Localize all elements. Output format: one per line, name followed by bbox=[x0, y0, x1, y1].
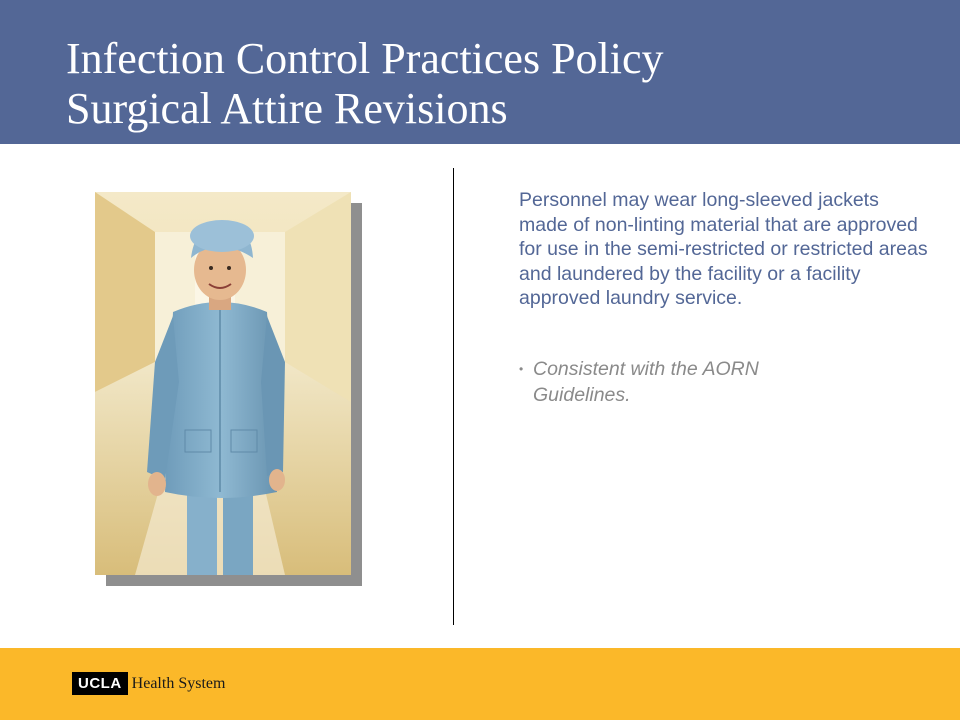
bullet-text: Consistent with the AORN Guidelines. bbox=[533, 358, 759, 406]
title-line-1: Infection Control Practices Policy bbox=[66, 34, 664, 83]
logo-box: UCLA bbox=[72, 672, 128, 695]
body-paragraph: Personnel may wear long-sleeved jackets made of non-linting material that are approved for use in the semi-restricted or restricted areas and laundered by the facility or a facility approved laundry service. bbox=[519, 189, 928, 309]
bullet-dot-icon: • bbox=[519, 362, 524, 376]
bullet-item bbox=[519, 356, 853, 408]
ucla-health-logo bbox=[72, 672, 225, 695]
title-bar bbox=[0, 0, 960, 144]
staff-photo bbox=[95, 192, 351, 575]
title-line-2: Surgical Attire Revisions bbox=[66, 84, 508, 133]
slide-title bbox=[66, 34, 664, 134]
logo-text: Health System bbox=[131, 675, 226, 692]
vertical-divider bbox=[453, 168, 454, 625]
